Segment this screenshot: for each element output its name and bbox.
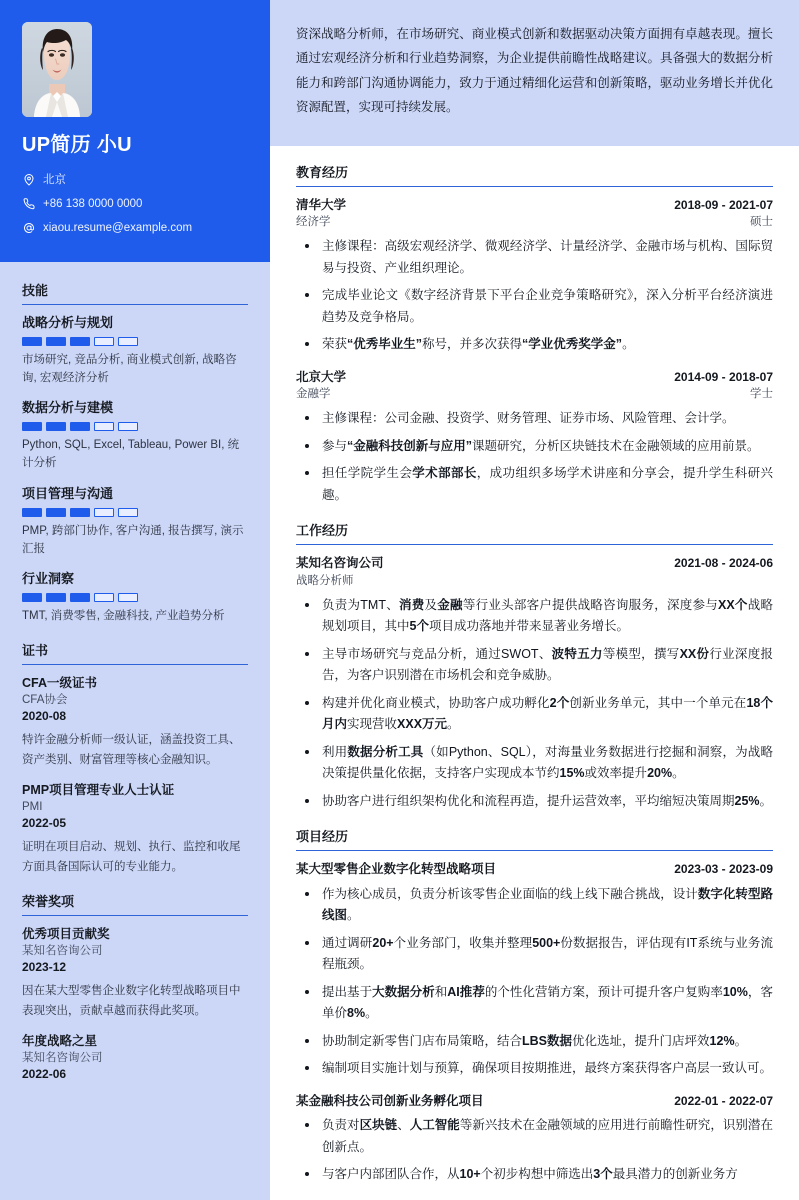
skill-segment	[22, 508, 42, 517]
skill-segment	[70, 593, 90, 602]
work-entry-header	[296, 554, 773, 572]
bullet-item: 与客户内部团队合作，从10+个初步构想中筛选出3个最具潜力的创新业务方	[296, 1164, 773, 1186]
location-pin-icon	[22, 174, 35, 187]
certificate-org: PMI	[22, 800, 43, 813]
skill-name: 行业洞察	[22, 571, 75, 587]
skill-segment	[118, 422, 138, 431]
skill-item	[22, 571, 248, 626]
award-org: 某知名咨询公司	[22, 944, 103, 957]
award-date: 2022-06	[22, 1067, 67, 1082]
email-at-icon	[22, 222, 35, 235]
work-bullets	[296, 595, 773, 813]
skill-segment	[22, 422, 42, 431]
skill-segment	[94, 508, 114, 517]
skill-name: 数据分析与建模	[22, 400, 114, 416]
education-major: 金融学	[296, 388, 331, 401]
skill-description: Python, SQL, Excel, Tableau, Power BI, 统计分析	[22, 439, 240, 470]
bullet-item: 协助制定新零售门店布局策略，结合LBS数据优化选址，提升门店坪效12%。	[296, 1031, 773, 1053]
bullet-item: 通过调研20+个业务部门，收集并整理500+份数据报告，评估现有IT系统与业务流程瓶颈。	[296, 933, 773, 976]
certificate-item	[22, 782, 248, 877]
certificate-description: 证明在项目启动、规划、执行、监控和收尾方面具备国际认可的专业能力。	[22, 840, 241, 873]
skill-segment	[118, 593, 138, 602]
certificates-section-title: 证书	[22, 640, 248, 665]
award-item	[22, 926, 248, 1021]
education-entry-subheader	[296, 214, 773, 231]
project-entry	[296, 1092, 773, 1186]
contact-phone	[22, 197, 248, 212]
award-date: 2023-12	[22, 960, 67, 975]
certificate-org: CFA协会	[22, 693, 68, 706]
education-major: 经济学	[296, 215, 331, 228]
contact-phone-text: +86 138 0000 0000	[43, 197, 143, 210]
award-item	[22, 1033, 248, 1083]
skill-item	[22, 400, 248, 473]
skill-segment	[94, 422, 114, 431]
skill-segment	[22, 593, 42, 602]
education-bullets	[296, 236, 773, 356]
skill-description: PMP, 跨部门协作, 客户沟通, 报告撰写, 演示汇报	[22, 524, 244, 555]
bullet-item: 编制项目实施计划与预算，确保项目按期推进，最终方案获得客户高层一致认可。	[296, 1058, 773, 1080]
education-entry-subheader	[296, 386, 773, 403]
sidebar-body	[0, 262, 270, 1113]
certificate-title: PMP项目管理专业人士认证	[22, 783, 175, 798]
bullet-item: 负责为TMT、消费及金融等行业头部客户提供战略咨询服务，深度参与XX个战略规划项目，其中5个项目成功落地并带来显著业务增长。	[296, 595, 773, 638]
certificate-description: 特许金融分析师一级认证，涵盖投资工具、资产类别、财富管理等核心金融知识。	[22, 733, 241, 766]
skill-level-bars	[22, 422, 248, 431]
education-degree: 硕士	[750, 215, 773, 228]
contact-location-text: 北京	[43, 174, 66, 186]
avatar	[22, 22, 92, 117]
skill-item	[22, 486, 248, 559]
skills-section-title: 技能	[22, 280, 248, 305]
contact-email	[22, 221, 248, 236]
skill-segment	[94, 337, 114, 346]
project-entry-header	[296, 860, 773, 878]
skill-segment	[46, 422, 66, 431]
certificate-date: 2022-05	[22, 816, 67, 831]
certificate-title: CFA一级证书	[22, 676, 98, 691]
bullet-item: 协助客户进行组织架构优化和流程再造，提升运营效率，平均缩短决策周期25%。	[296, 791, 773, 813]
skill-segment	[46, 508, 66, 517]
project-entry-header	[296, 1092, 773, 1110]
bullet-item: 提出基于大数据分析和AI推荐的个性化营销方案，预计可提升客户复购率10%，客单价8%。	[296, 982, 773, 1025]
profile-summary: 资深战略分析师，在市场研究、商业模式创新和数据驱动决策方面拥有卓越表现。擅长通过宏观经济分析和行业趋势洞察，为企业提供前瞻性战略建议。具备强大的数据分析能力和跨部门沟通协调能力，致力于通过精细化运营和创新策略，驱动业务增长并优化资源配置，实现可持续发展。	[270, 0, 799, 146]
sidebar-section-skills	[22, 280, 248, 626]
education-entry-header	[296, 368, 773, 386]
bullet-item: 利用数据分析工具（如Python、SQL），对海量业务数据进行挖掘和洞察，为战略决策提供量化依据，支持客户实现成本节约15%或效率提升20%。	[296, 742, 773, 785]
skill-segment	[46, 593, 66, 602]
bullet-item: 主修课程：高级宏观经济学、微观经济学、计量经济学、金融市场与机构、国际贸易与投资、产业组织理论。	[296, 236, 773, 279]
contact-location	[22, 173, 248, 188]
skill-segment	[22, 337, 42, 346]
project-name: 某大型零售企业数字化转型战略项目	[296, 862, 497, 877]
skill-segment	[70, 422, 90, 431]
skill-name: 战略分析与规划	[22, 314, 114, 330]
contact-email-text: xiaou.resume@example.com	[43, 221, 193, 234]
section-work-experience	[296, 520, 773, 812]
job-title: 战略分析师	[296, 574, 354, 587]
certificate-item	[22, 675, 248, 770]
projects-section-title: 项目经历	[296, 826, 773, 851]
education-date: 2014-09 - 2018-07	[674, 369, 773, 384]
bullet-item: 作为核心成员，负责分析该零售企业面临的线上线下融合挑战，设计数字化转型路线图。	[296, 884, 773, 927]
skill-item	[22, 315, 248, 388]
portrait-photo-icon	[22, 22, 92, 117]
project-name: 某金融科技公司创新业务孵化项目	[296, 1093, 484, 1108]
skill-level-bars	[22, 593, 248, 602]
work-entry	[296, 554, 773, 812]
skill-description: TMT, 消费零售, 金融科技, 产业趋势分析	[22, 610, 225, 623]
skill-segment	[118, 508, 138, 517]
bullet-item: 参与“金融科技创新与应用”课题研究，分析区块链技术在金融领域的应用前景。	[296, 436, 773, 458]
education-entry	[296, 368, 773, 507]
bullet-item: 负责对区块链、人工智能等新兴技术在金融领域的应用进行前瞻性研究，识别潜在创新点。	[296, 1115, 773, 1158]
school-name: 清华大学	[296, 197, 347, 212]
work-date: 2021-08 - 2024-06	[674, 556, 773, 571]
skill-segment	[94, 593, 114, 602]
phone-icon	[22, 198, 35, 211]
bullet-item: 完成毕业论文《数字经济背景下平台企业竞争策略研究》，深入分析平台经济演进趋势及竞争格局。	[296, 285, 773, 328]
section-education	[296, 162, 773, 507]
awards-section-title: 荣誉奖项	[22, 891, 248, 916]
bullet-item: 担任学院学生会学术部部长，成功组织多场学术讲座和分享会，提升学生科研兴趣。	[296, 463, 773, 506]
skill-segment	[118, 337, 138, 346]
company-name: 某知名咨询公司	[296, 556, 384, 571]
main-body	[270, 146, 799, 1200]
education-entry	[296, 196, 773, 356]
sidebar	[0, 0, 270, 1200]
bullet-item: 主导市场研究与竞品分析，通过SWOT、波特五力等模型，撰写XX份行业深度报告，为客户识别潜在市场机会和竞争威胁。	[296, 644, 773, 687]
person-name: UP简历 小U	[22, 134, 132, 156]
project-date: 2022-01 - 2022-07	[674, 1093, 773, 1108]
project-bullets	[296, 1115, 773, 1186]
education-date: 2018-09 - 2021-07	[674, 197, 773, 212]
main-content	[270, 0, 799, 1200]
award-org: 某知名咨询公司	[22, 1051, 103, 1064]
skill-segment	[46, 337, 66, 346]
education-entry-header	[296, 196, 773, 214]
skill-description: 市场研究, 竞品分析, 商业模式创新, 战略咨询, 宏观经济分析	[22, 353, 237, 384]
award-description: 因在某大型零售企业数字化转型战略项目中表现突出，贡献卓越而获得此奖项。	[22, 984, 241, 1017]
work-section-title: 工作经历	[296, 520, 773, 545]
bullet-item: 构建并优化商业模式，协助客户成功孵化2个创新业务单元，其中一个单元在18个月内实现营收XXX万元。	[296, 693, 773, 736]
award-title: 年度战略之星	[22, 1034, 98, 1049]
skill-segment	[70, 508, 90, 517]
education-degree: 学士	[750, 388, 773, 401]
certificate-date: 2020-08	[22, 709, 67, 724]
skill-level-bars	[22, 337, 248, 346]
sidebar-section-awards	[22, 891, 248, 1083]
sidebar-header	[0, 0, 270, 262]
skill-segment	[70, 337, 90, 346]
skill-level-bars	[22, 508, 248, 517]
bullet-item: 主修课程：公司金融、投资学、财务管理、证券市场、风险管理、会计学。	[296, 408, 773, 430]
project-entry	[296, 860, 773, 1079]
skill-name: 项目管理与沟通	[22, 485, 114, 501]
school-name: 北京大学	[296, 369, 347, 384]
bullet-item: 荣获“优秀毕业生”称号，并多次获得“学业优秀奖学金”。	[296, 334, 773, 356]
sidebar-section-certificates	[22, 640, 248, 877]
project-date: 2023-03 - 2023-09	[674, 862, 773, 877]
education-section-title: 教育经历	[296, 162, 773, 187]
award-title: 优秀项目贡献奖	[22, 927, 110, 942]
project-bullets	[296, 884, 773, 1080]
section-projects	[296, 826, 773, 1185]
education-bullets	[296, 408, 773, 506]
